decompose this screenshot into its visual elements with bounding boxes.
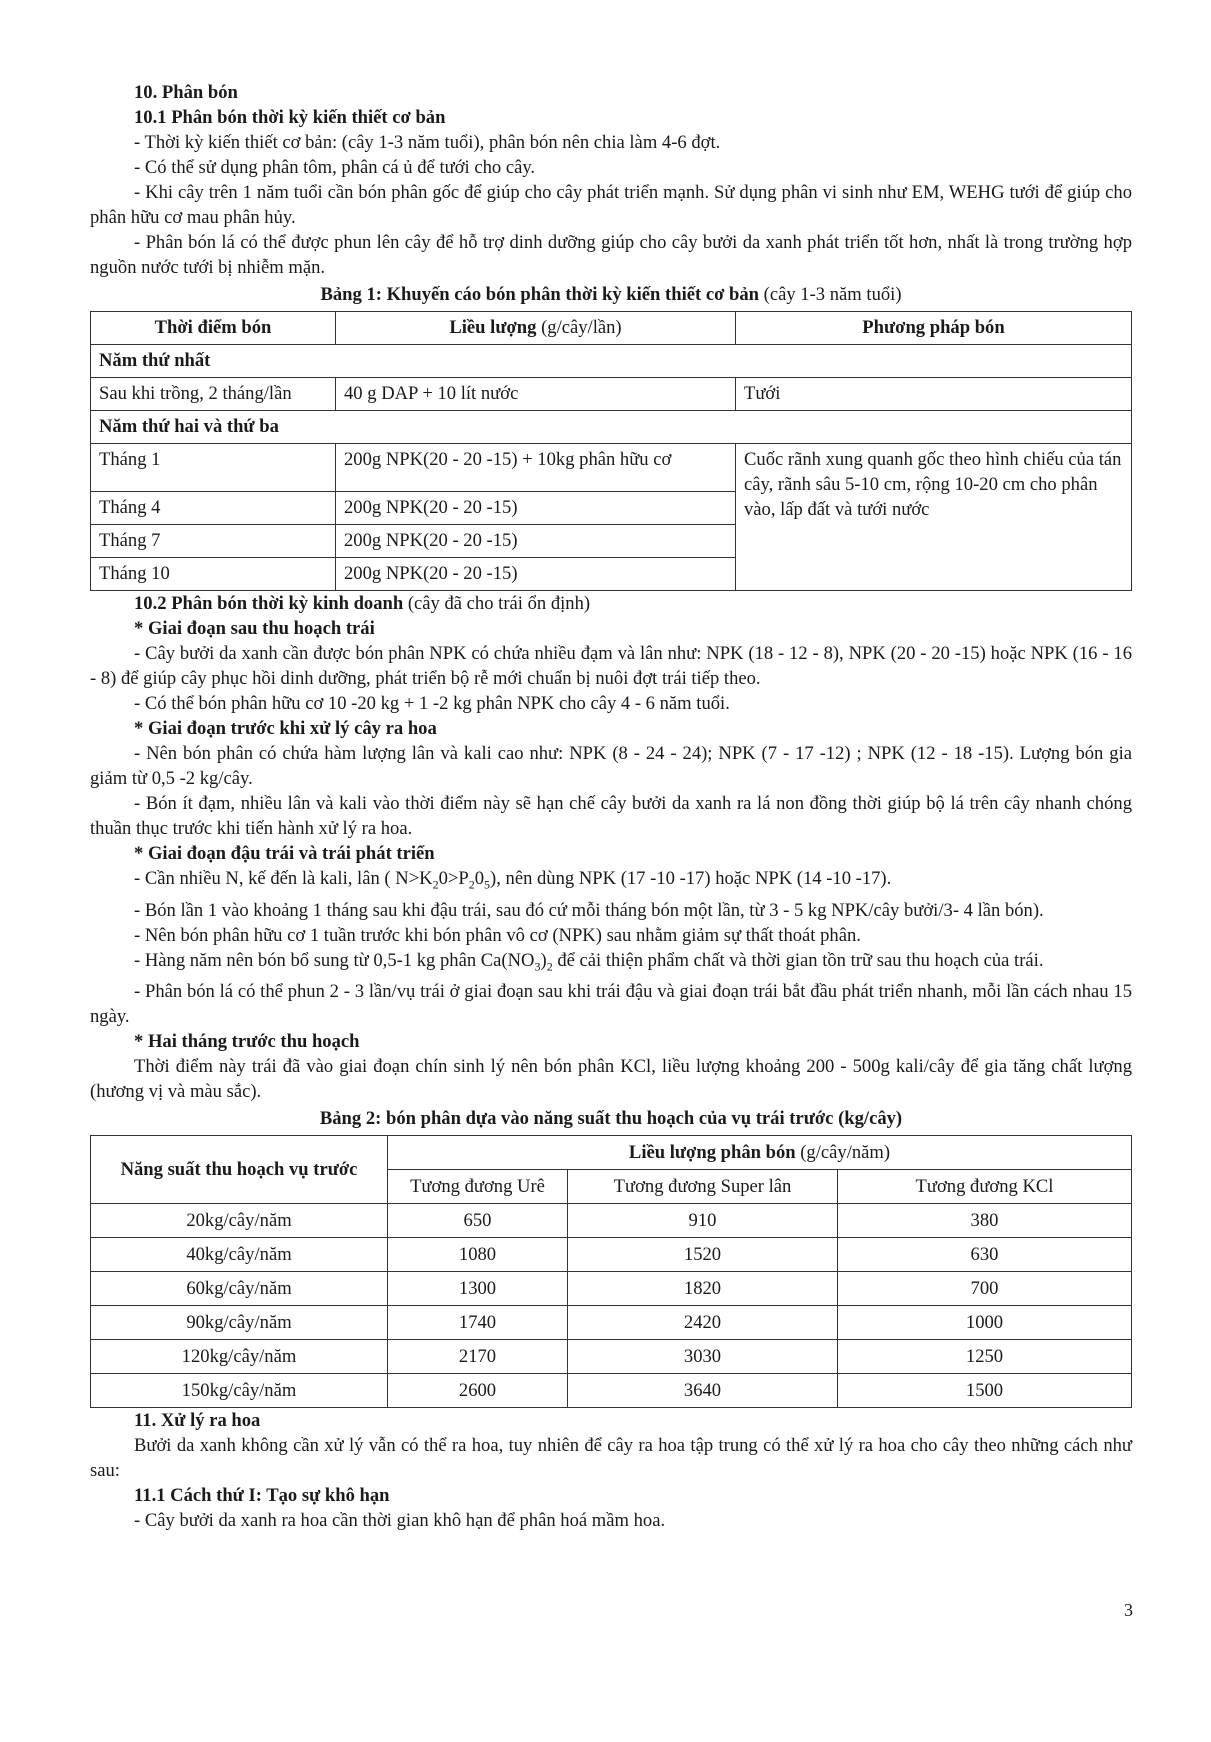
table-cell: 40kg/cây/năm — [91, 1238, 388, 1272]
table-group-row — [91, 345, 1132, 378]
group-label: Năm thứ nhất — [91, 345, 1132, 378]
table-group-row — [91, 411, 1132, 444]
table-row — [91, 1306, 1132, 1340]
table-cell: 1250 — [838, 1340, 1132, 1374]
header-cell: Tương đương Super lân — [568, 1170, 838, 1204]
table-cell: 2170 — [388, 1340, 568, 1374]
table-1-caption: Bảng 1: Khuyến cáo bón phân thời kỳ kiến thiết cơ bản (cây 1-3 năm tuổi) — [320, 284, 902, 305]
paragraph: - Hàng năm nên bón bổ sung từ 0,5-1 kg phân $Ca(NO_3)_2$ để cải thiện phẩm chất và thời gian tồn trữ sau thu hoạch của trái. — [134, 949, 1044, 974]
table-cell: 380 — [838, 1204, 1132, 1238]
table-row — [91, 1374, 1132, 1408]
header-cell: Tương đương Urê — [388, 1170, 568, 1204]
subsection-title: * Hai tháng trước thu hoạch — [134, 1031, 360, 1053]
table-cell: 630 — [838, 1238, 1132, 1272]
table-cell: 700 — [838, 1272, 1132, 1306]
table-cell: 120kg/cây/năm — [91, 1340, 388, 1374]
subsection-title: * Giai đoạn đậu trái và trái phát triển — [134, 843, 435, 864]
table-cell: 910 — [568, 1204, 838, 1238]
section-11-title: 11. Xử lý ra hoa — [134, 1410, 261, 1432]
table-cell: 3030 — [568, 1340, 838, 1374]
section-10-title: 10. Phân bón — [134, 82, 238, 103]
table-row — [91, 378, 1132, 411]
table-cell: 200g NPK(20 - 20 -15) — [336, 492, 736, 525]
section-10-1-title: 10.1 Phân bón thời kỳ kiến thiết cơ bản — [134, 107, 446, 128]
paragraph: - Thời kỳ kiến thiết cơ bản: (cây 1-3 năm tuổi), phân bón nên chia làm 4-6 đợt. — [134, 132, 721, 153]
table-cell: 20kg/cây/năm — [91, 1204, 388, 1238]
paragraph: - Cây bưởi da xanh ra hoa cần thời gian khô hạn để phân hoá mầm hoa. — [134, 1510, 666, 1532]
method-cell: Cuốc rãnh xung quanh gốc theo hình chiếu của tán cây, rãnh sâu 5-10 cm, rộng 10-20 cm cho phân vào, lấp đất và tưới nước — [736, 444, 1132, 591]
table-1 — [90, 311, 1132, 591]
table-cell: 1080 — [388, 1238, 568, 1272]
table-row — [91, 1340, 1132, 1374]
header-cell: Năng suất thu hoạch vụ trước — [91, 1136, 388, 1204]
table-cell: 1520 — [568, 1238, 838, 1272]
table-cell: 1500 — [838, 1374, 1132, 1408]
table-cell: 1820 — [568, 1272, 838, 1306]
table-cell: 650 — [388, 1204, 568, 1238]
table-cell: Tháng 4 — [91, 492, 336, 525]
document-page — [90, 80, 1132, 1533]
paragraph: - Khi cây trên 1 năm tuổi cần bón phân gốc để giúp cho cây phát triển mạnh. Sử dụng phân vi sinh như EM, WEHG tưới để giúp cho phân hữu cơ mau phân hủy. — [90, 182, 1132, 228]
paragraph: Bưởi da xanh không cần xử lý vẫn có thể ra hoa, tuy nhiên để cây ra hoa tập trung có thể xử lý ra hoa cho cây theo những cách như sau: — [90, 1435, 1132, 1482]
table-2 — [90, 1135, 1132, 1408]
table-cell: 150kg/cây/năm — [91, 1374, 388, 1408]
table-cell: 2420 — [568, 1306, 838, 1340]
paragraph: - Nên bón phân hữu cơ 1 tuần trước khi bón phân vô cơ (NPK) sau nhằm giảm sự thất thoát phân. — [134, 924, 861, 946]
paragraph: Thời điểm này trái đã vào giai đoạn chín sinh lý nên bón phân KCl, liều lượng khoảng 200 - 500g kali/cây để gia tăng chất lượng (hương vị và màu sắc). — [90, 1056, 1132, 1103]
table-cell: 200g NPK(20 - 20 -15) — [336, 558, 736, 591]
paragraph: - Nên bón phân có chứa hàm lượng lân và kali cao như: NPK (8 - 24 - 24); NPK (7 - 17 -12) ; NPK (12 - 18 -15). Lượng bón gia giảm từ 0,5 -2 kg/cây. — [90, 743, 1132, 789]
table-cell: 2600 — [388, 1374, 568, 1408]
section-10-2-title: 10.2 Phân bón thời kỳ kinh doanh (cây đã cho trái ổn định) — [134, 593, 591, 614]
table-cell: 1000 — [838, 1306, 1132, 1340]
table-cell: 200g NPK(20 - 20 -15) + 10kg phân hữu cơ — [336, 444, 736, 492]
header-cell: Tương đương KCl — [838, 1170, 1132, 1204]
table-cell: Tháng 10 — [91, 558, 336, 591]
table-cell: Tưới — [736, 378, 1132, 411]
table-cell: 40 g DAP + 10 lít nước — [336, 378, 736, 411]
header-cell: Liều lượng (g/cây/lần) — [336, 312, 736, 345]
paragraph: - Bón lần 1 vào khoảng 1 tháng sau khi đậu trái, sau đó cứ mỗi tháng bón một lần, từ 3 - 5 kg NPK/cây bưởi/3- 4 lần bón). — [134, 899, 1044, 921]
table-cell: 1740 — [388, 1306, 568, 1340]
table-cell: 3640 — [568, 1374, 838, 1408]
table-row — [91, 1272, 1132, 1306]
paragraph: - Bón ít đạm, nhiều lân và kali vào thời điểm này sẽ hạn chế cây bưởi da xanh ra lá non đồng thời giúp bộ lá trên cây nhanh chóng thuần thục trước khi tiến hành xử lý ra hoa. — [90, 793, 1132, 839]
header-cell: Phương pháp bón — [736, 312, 1132, 345]
paragraph: - Có thể sử dụng phân tôm, phân cá ủ để tưới cho cây. — [134, 157, 536, 178]
subsection-title: * Giai đoạn trước khi xử lý cây ra hoa — [134, 718, 437, 739]
table-cell: Tháng 7 — [91, 525, 336, 558]
table-cell: 1300 — [388, 1272, 568, 1306]
header-cell: Thời điểm bón — [91, 312, 336, 345]
paragraph: - Có thể bón phân hữu cơ 10 -20 kg + 1 -2 kg phân NPK cho cây 4 - 6 năm tuổi. — [134, 693, 730, 714]
section-11-1-title: 11.1 Cách thứ I: Tạo sự khô hạn — [134, 1485, 390, 1507]
table-cell: 90kg/cây/năm — [91, 1306, 388, 1340]
group-label: Năm thứ hai và thứ ba — [91, 411, 1132, 444]
table-row — [91, 1204, 1132, 1238]
paragraph: - Cần nhiều N, kế đến là kali, lân ( $N>K_20>P_20_5$), nên dùng NPK (17 -10 -17) hoặc NPK (14 -10 -17). — [134, 868, 892, 892]
paragraph: - Phân bón lá có thể phun 2 - 3 lần/vụ trái ở giai đoạn sau khi trái đậu và giai đoạn trái bắt đầu phát triển nhanh, mỗi lần cách nhau 15 ngày. — [90, 981, 1132, 1028]
table-header-row — [91, 312, 1132, 345]
table-row — [91, 1238, 1132, 1272]
header-cell: Liều lượng phân bón (g/cây/năm) — [388, 1136, 1132, 1170]
table-2-caption: Bảng 2: bón phân dựa vào năng suất thu hoạch của vụ trái trước (kg/cây) — [319, 1108, 903, 1130]
paragraph: - Cây bưởi da xanh cần được bón phân NPK có chứa nhiều đạm và lân như: NPK (18 - 12 - 8), NPK (20 - 20 -15) hoặc NPK (16 - 16 - 8) để giúp cây phục hồi dinh dưỡng, phát triển bộ rễ mới chuẩn bị nuôi đợt trái tiếp theo. — [90, 643, 1132, 689]
table-cell: 200g NPK(20 - 20 -15) — [336, 525, 736, 558]
paragraph: - Phân bón lá có thể được phun lên cây để hỗ trợ dinh dưỡng giúp cho cây bưởi da xanh phát triển tốt hơn, nhất là trong trường hợp nguồn nước tưới bị nhiễm mặn. — [90, 232, 1132, 278]
table-cell: Tháng 1 — [91, 444, 336, 492]
table-header-row — [91, 1136, 1132, 1170]
table-row — [91, 444, 1132, 492]
subsection-title: * Giai đoạn sau thu hoạch trái — [134, 618, 375, 639]
page-number: 3 — [1124, 1600, 1133, 1620]
table-cell: 60kg/cây/năm — [91, 1272, 388, 1306]
table-cell: Sau khi trồng, 2 tháng/lần — [91, 378, 336, 411]
